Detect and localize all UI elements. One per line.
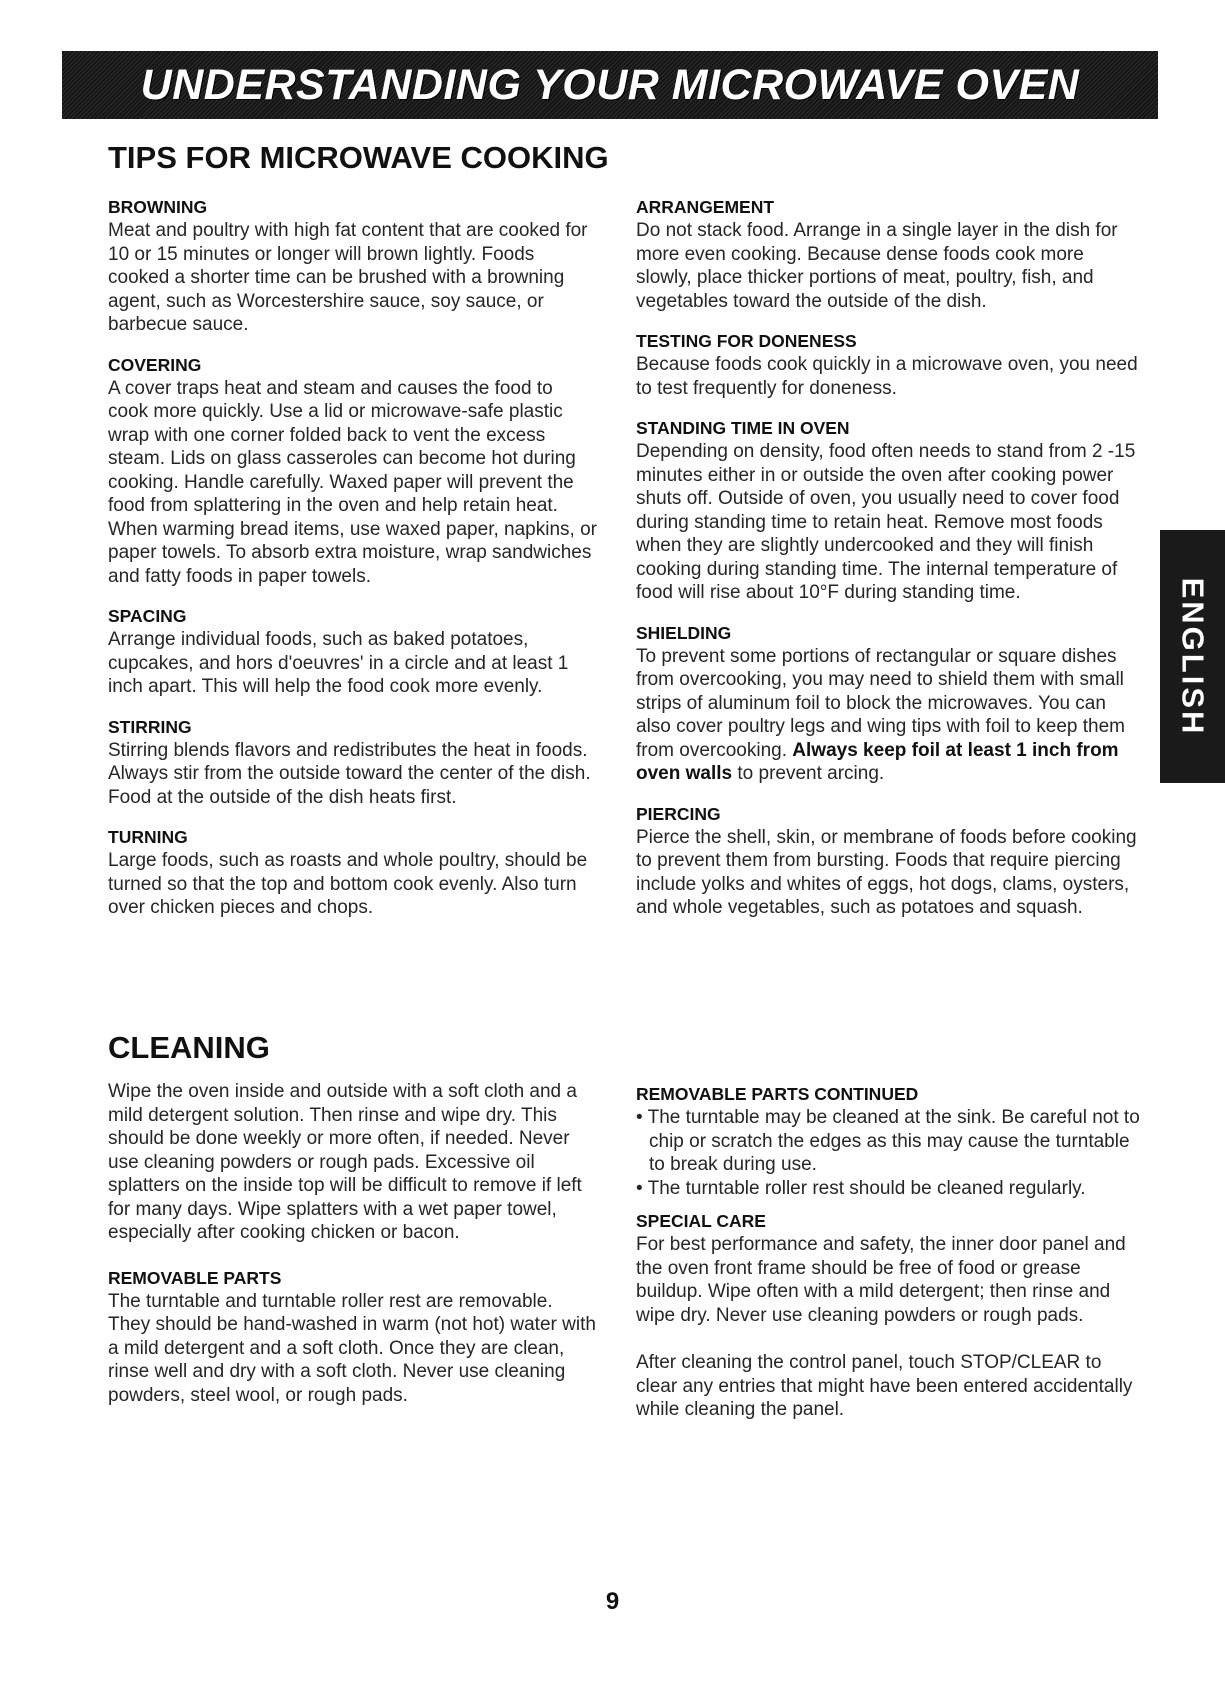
- removable-title: REMOVABLE PARTS: [108, 1267, 282, 1288]
- language-tab-label: ENGLISH: [1175, 577, 1211, 736]
- stirring-block: [108, 716, 598, 810]
- stirring-body: Stirring blends flavors and redistributes the heat in foods. Always stir from the outside toward the center of the dish. Food at the outside of the dish heats first.: [108, 739, 591, 808]
- removable-continued-block: [636, 1083, 1141, 1200]
- arrangement-block: [636, 196, 1141, 313]
- shielding-title: SHIELDING: [636, 622, 732, 643]
- section-heading-cleaning: CLEANING: [108, 1030, 270, 1065]
- tips-left-column: [108, 196, 598, 937]
- after-cleaning-block: [636, 1351, 1141, 1422]
- list-item: • The turntable may be cleaned at the sink. Be careful not to chip or scratch the edges as this may cause the turntable to break during use.: [636, 1106, 1141, 1177]
- covering-title: COVERING: [108, 354, 202, 375]
- standing-body: Depending on density, food often needs to stand from 2 -15 minutes either in or outside the oven after cooking power shuts off. Outside of oven, you usually need to cover food during standing time to retain heat. Remove most foods when they are slightly undercooked and they will finish cooking during standing time. The internal temperature of food will rise about 10°F during standing time.: [636, 441, 1136, 603]
- covering-body: A cover traps heat and steam and causes the food to cook more quickly. Use a lid or microwave-safe plastic wrap with one corner folded back to vent the excess steam. Lids on glass casseroles can become hot during cooking. Handle carefully. Waxed paper will prevent the food from splattering in the oven and help retain heat. When warming bread items, use waxed paper, napkins, or paper towels. To absorb extra moisture, wrap sandwiches and fatty foods in paper towels.: [108, 377, 597, 587]
- cleaning-intro-block: [108, 1080, 598, 1245]
- arrangement-body: Do not stack food. Arrange in a single layer in the dish for more even cooking. Because dense foods cook more slowly, place thicker portions of meat, poultry, fish, and vegetables toward the outside of the dish.: [636, 220, 1118, 312]
- special-care-body: For best performance and safety, the inner door panel and the oven front frame should be free of food or grease buildup. Wipe often with a mild detergent; then rinse and wipe dry. Never use cleaning powders or rough pads.: [636, 1234, 1126, 1326]
- header-banner: [62, 51, 1158, 119]
- browning-block: [108, 196, 598, 337]
- section-heading-tips: TIPS FOR MICROWAVE COOKING: [108, 140, 609, 175]
- page-title: UNDERSTANDING YOUR MICROWAVE OVEN: [140, 60, 1080, 109]
- removable-continued-list: [636, 1106, 1141, 1200]
- piercing-title: PIERCING: [636, 803, 721, 824]
- turning-block: [108, 826, 598, 920]
- piercing-block: [636, 803, 1141, 920]
- covering-block: [108, 354, 598, 589]
- removable-block: [108, 1267, 598, 1408]
- testing-block: [636, 330, 1141, 400]
- cleaning-intro: Wipe the oven inside and outside with a soft cloth and a mild detergent solution. Then rinse and wipe dry. This should be done weekly or more often, if needed. Never use cleaning powders or rough pads. Excessive oil splatters on the inside top will be difficult to remove if left for many days. Wipe splatters with a wet paper towel, especially after cooking chicken or bacon.: [108, 1081, 582, 1243]
- shielding-tail: to prevent arcing.: [737, 763, 885, 784]
- spacing-body: Arrange individual foods, such as baked potatoes, cupcakes, and hors d'oeuvres' in a circle and at least 1 inch apart. This will help the food cook more evenly.: [108, 629, 569, 697]
- list-item: • The turntable roller rest should be cleaned regularly.: [636, 1177, 1141, 1201]
- after-cleaning-text: After cleaning the control panel, touch STOP/CLEAR to clear any entries that might have been entered accidentally while cleaning the panel.: [636, 1352, 1133, 1420]
- turning-title: TURNING: [108, 827, 188, 847]
- removable-body: The turntable and turntable roller rest are removable. They should be hand-washed in warm (not hot) water with a mild detergent and a soft cloth. Once they are clean, rinse well and dry with a soft cloth. Never use cleaning powders, steel wool, or rough pads.: [108, 1290, 596, 1406]
- shielding-block: [636, 622, 1141, 786]
- tips-right-column: [636, 196, 1141, 937]
- stirring-title: STIRRING: [108, 716, 192, 737]
- shielding-text: To prevent some portions of rectangular or square dishes from overcooking, you may need to shield them with small strips of aluminum foil to block the microwaves. You can also cover poultry legs and wing tips with foil to keep them from overcooking.: [636, 645, 1125, 761]
- browning-body: Meat and poultry with high fat content that are cooked for 10 or 15 minutes or longer will brown lightly. Foods cooked a shorter time can be brushed with a browning agent, such as Worcestershire sauce, soy sauce, or barbecue sauce.: [108, 220, 588, 335]
- arrangement-title: ARRANGEMENT: [636, 197, 775, 217]
- standing-title: STANDING TIME IN OVEN: [636, 418, 850, 438]
- turning-body: Large foods, such as roasts and whole poultry, should be turned so that the top and bottom cook evenly. Also turn over chicken pieces and chops.: [108, 850, 588, 918]
- page-number: 9: [605, 1588, 620, 1615]
- testing-body: Because foods cook quickly in a microwave oven, you need to test frequently for doneness.: [636, 354, 1138, 399]
- standing-block: [636, 417, 1141, 605]
- special-care-title: SPECIAL CARE: [636, 1211, 766, 1231]
- testing-title: TESTING FOR DONENESS: [636, 331, 857, 351]
- cleaning-left-column: [108, 1080, 598, 1424]
- cleaning-right-column: [636, 1083, 1141, 1439]
- special-care-block: [636, 1210, 1141, 1327]
- browning-title: BROWNING: [108, 197, 208, 217]
- removable-continued-title: REMOVABLE PARTS CONTINUED: [636, 1084, 919, 1104]
- piercing-body: Pierce the shell, skin, or membrane of foods before cooking to prevent them from bursting. Foods that require piercing include yolks and whites of eggs, hot dogs, clams, oysters, and whole vegetables, such as potatoes and squash.: [636, 826, 1137, 918]
- shielding-body: [636, 645, 1141, 786]
- spacing-title: SPACING: [108, 606, 187, 626]
- shielding-warning: Always keep foil at least 1 inch from oven walls: [636, 739, 1119, 784]
- spacing-block: [108, 605, 598, 699]
- language-tab: [1160, 530, 1225, 783]
